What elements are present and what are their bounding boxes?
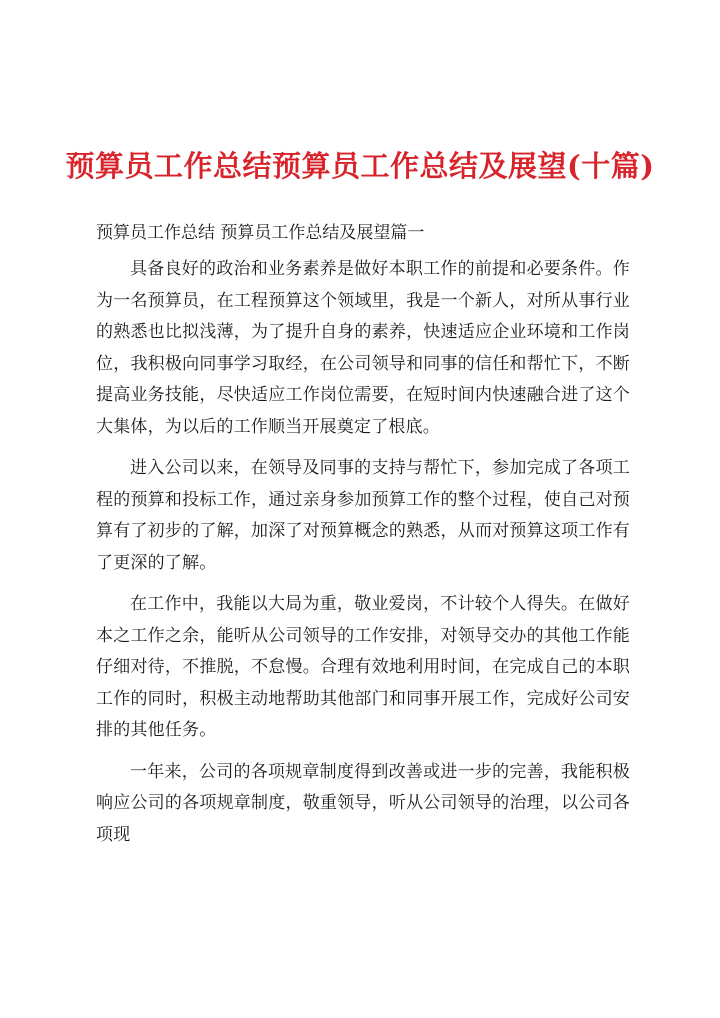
paragraph-3: 在工作中，我能以大局为重，敬业爱岗，不计较个人得失。在做好本之工作之余，能听从公司领导的工作安排，对领导交办的其他工作能仔细对待，不推脱，不怠慢。合理有效地利用时间，在完成自己的本职工作的同时，积极主动地帮助其他部门和同事开展工作，完成好公司安排的其他任务。 — [96, 594, 630, 740]
paragraph-2: 进入公司以来，在领导及同事的支持与帮忙下，参加完成了各项工程的预算和投标工作，通过亲身参加预算工作的整个过程，使自己对预算有了初步的了解，加深了对预算概念的熟悉，从而对预算这项工作有了更深的了解。 — [96, 458, 630, 573]
paragraph-4: 一年来，公司的各项规章制度得到改善或进一步的完善，我能积极响应公司的各项规章制度，敬重领导，听从公司领导的治理，以公司各项现 — [96, 761, 630, 845]
body-text — [96, 254, 630, 861]
paragraph-1: 具备良好的政治和业务素养是做好本职工作的前提和必要条件。作为一名预算员，在工程预算这个领域里，我是一个新人，对所从事行业的熟悉也比拟浅薄，为了提升自身的素养，快速适应企业环境和工作岗位，我积极向同事学习取经，在公司领导和同事的信任和帮忙下，不断提高业务技能，尽快适应工作岗位需要，在短时间内快速融合进了这个大集体，为以后的工作顺当开展奠定了根底。 — [96, 259, 630, 437]
document-title: 预算员工作总结预算员工作总结及展望(十篇) — [65, 149, 655, 183]
section-heading: 预算员工作总结 预算员工作总结及展望篇一 — [96, 223, 425, 243]
